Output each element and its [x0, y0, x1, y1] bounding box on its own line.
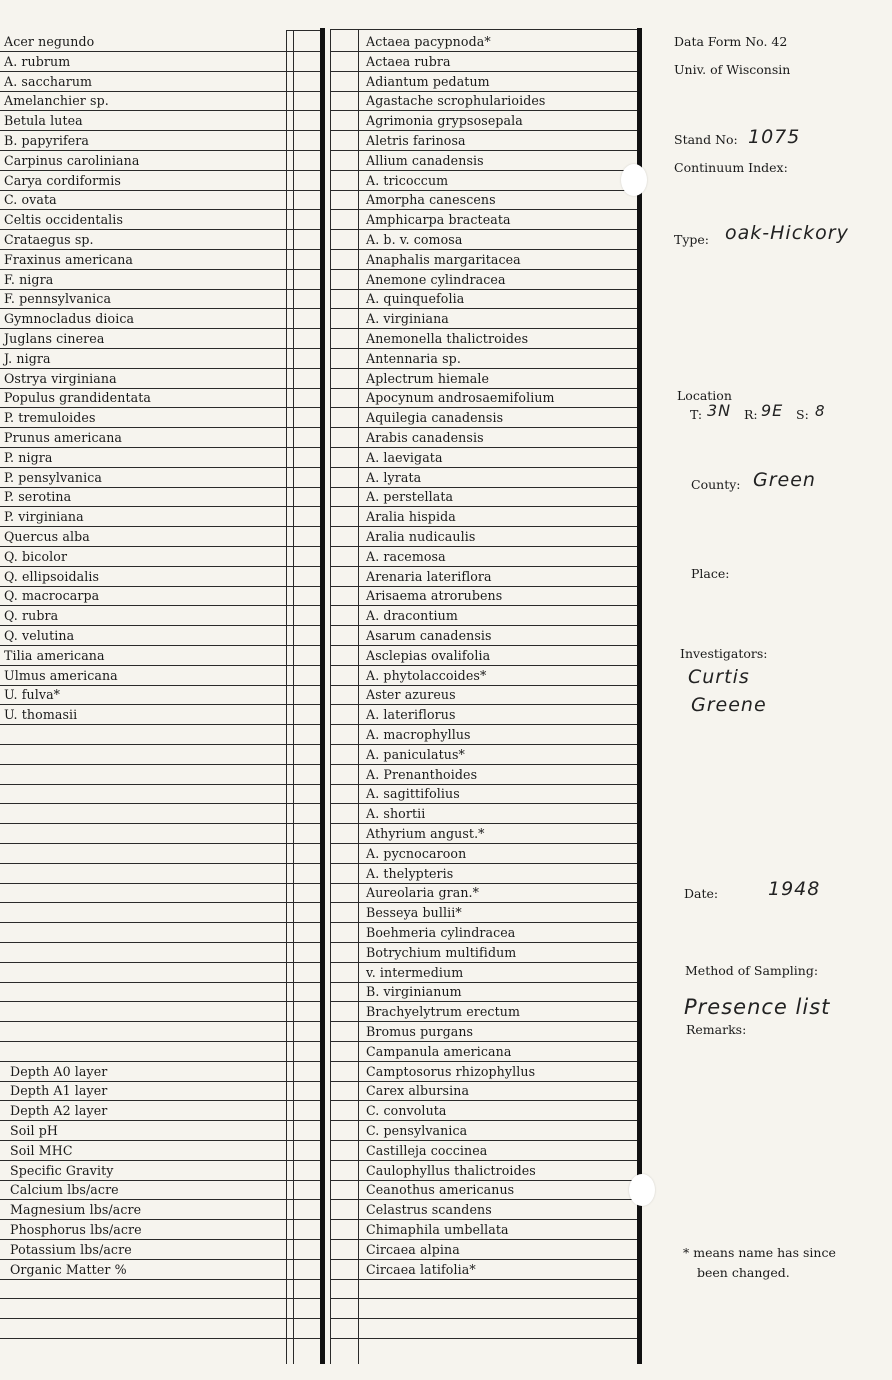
- footnote-line-1: * means name has since: [683, 1245, 836, 1260]
- right-row-line: [330, 506, 642, 507]
- right-row-line: [330, 586, 642, 587]
- right-row-line: [330, 407, 642, 408]
- left-top-border: [286, 30, 322, 31]
- right-row-line: [330, 51, 642, 52]
- right-species-label: Anemonella thalictroides: [366, 331, 529, 346]
- left-row-line: [0, 51, 322, 52]
- right-row-line: [330, 1219, 642, 1220]
- left-row-line: [0, 1338, 322, 1339]
- left-row-line: [0, 487, 322, 488]
- soil-property-label: Organic Matter %: [10, 1262, 127, 1277]
- left-row-line: [0, 784, 322, 785]
- right-species-label: Circaea latifolia*: [366, 1262, 476, 1277]
- left-row-line: [0, 764, 322, 765]
- right-row-line: [330, 546, 642, 547]
- left-row-line: [0, 506, 322, 507]
- remarks-label: Remarks:: [686, 1022, 747, 1037]
- right-row-line: [330, 447, 642, 448]
- right-species-label: A. perstellata: [366, 489, 454, 504]
- left-row-line: [0, 605, 322, 606]
- left-species-label: Amelanchier sp.: [4, 93, 109, 108]
- right-species-label: A. phytolaccoides*: [366, 668, 487, 683]
- right-species-label: Adiantum pedatum: [366, 74, 490, 89]
- left-col-divider-2: [293, 30, 294, 1364]
- left-row-line: [0, 1180, 322, 1181]
- right-row-line: [330, 685, 642, 686]
- left-row-line: [0, 1061, 322, 1062]
- soil-property-label: Phosphorus lbs/acre: [10, 1222, 142, 1237]
- right-row-line: [330, 289, 642, 290]
- right-row-line: [330, 1239, 642, 1240]
- right-row-line: [330, 704, 642, 705]
- township-value: 3N: [707, 401, 732, 420]
- range-label: R:: [744, 407, 758, 422]
- right-species-label: Asclepias ovalifolia: [366, 648, 491, 663]
- right-top-border: [330, 29, 642, 30]
- investigator-1: Curtis: [688, 666, 750, 688]
- left-row-line: [0, 170, 322, 171]
- left-row-line: [0, 289, 322, 290]
- left-species-label: U. fulva*: [4, 687, 61, 702]
- right-species-label: Ceanothus americanus: [366, 1182, 515, 1197]
- right-row-line: [330, 1140, 642, 1141]
- left-col-divider-1: [286, 30, 287, 1364]
- footnote-line-2: been changed.: [697, 1265, 790, 1280]
- left-species-label: F. nigra: [4, 272, 54, 287]
- right-thick-divider: [637, 28, 642, 1364]
- right-species-label: Aquilegia canadensis: [366, 410, 504, 425]
- left-row-line: [0, 1140, 322, 1141]
- right-species-label: Aralia nudicaulis: [366, 529, 476, 544]
- left-row-line: [0, 922, 322, 923]
- left-row-line: [0, 348, 322, 349]
- right-species-label: Amphicarpa bracteata: [366, 212, 511, 227]
- left-row-line: [0, 447, 322, 448]
- right-row-line: [330, 110, 642, 111]
- left-species-label: U. thomasii: [4, 707, 78, 722]
- left-row-line: [0, 427, 322, 428]
- right-row-line: [330, 784, 642, 785]
- left-species-label: Q. rubra: [4, 608, 59, 623]
- right-row-line: [330, 605, 642, 606]
- left-species-label: Q. ellipsoidalis: [4, 569, 100, 584]
- right-species-label: Agastache scrophularioides: [366, 93, 546, 108]
- left-row-line: [0, 982, 322, 983]
- right-species-label: Amorpha canescens: [366, 192, 496, 207]
- right-row-line: [330, 724, 642, 725]
- punch-hole-bottom: [629, 1174, 655, 1206]
- range-value: 9E: [761, 401, 784, 420]
- right-species-label: Anemone cylindracea: [366, 272, 506, 287]
- left-species-label: Gymnocladus dioica: [4, 311, 135, 326]
- left-species-label: Carya cordiformis: [4, 173, 121, 188]
- left-row-line: [0, 942, 322, 943]
- right-species-label: Circaea alpina: [366, 1242, 460, 1257]
- right-row-line: [330, 1298, 642, 1299]
- right-species-label: Caulophyllus thalictroides: [366, 1163, 536, 1178]
- left-species-label: Prunus americana: [4, 430, 123, 445]
- right-row-line: [330, 1041, 642, 1042]
- right-species-label: Aster azureus: [366, 687, 456, 702]
- left-row-line: [0, 962, 322, 963]
- right-species-label: A. thelypteris: [366, 866, 454, 881]
- left-row-line: [0, 883, 322, 884]
- right-species-label: v. intermedium: [366, 965, 464, 980]
- right-row-line: [330, 190, 642, 191]
- left-row-line: [0, 388, 322, 389]
- right-row-line: [330, 1160, 642, 1161]
- left-species-label: Ostrya virginiana: [4, 371, 117, 386]
- left-row-line: [0, 546, 322, 547]
- right-row-line: [330, 308, 642, 309]
- left-row-line: [0, 803, 322, 804]
- left-row-line: [0, 1259, 322, 1260]
- left-species-label: J. nigra: [4, 351, 51, 366]
- left-row-line: [0, 526, 322, 527]
- right-row-line: [330, 209, 642, 210]
- left-row-line: [0, 586, 322, 587]
- left-row-line: [0, 467, 322, 468]
- right-row-line: [330, 91, 642, 92]
- right-species-label: Actaea rubra: [366, 54, 451, 69]
- left-row-line: [0, 1298, 322, 1299]
- date-label: Date:: [684, 886, 719, 901]
- left-row-line: [0, 665, 322, 666]
- left-row-line: [0, 1160, 322, 1161]
- right-species-label: Chimaphila umbellata: [366, 1222, 509, 1237]
- right-species-label: A. lateriflorus: [366, 707, 456, 722]
- right-row-line: [330, 229, 642, 230]
- right-row-line: [330, 1120, 642, 1121]
- right-row-line: [330, 487, 642, 488]
- right-row-line: [330, 1279, 642, 1280]
- left-species-label: P. nigra: [4, 450, 53, 465]
- soil-property-label: Depth A0 layer: [10, 1064, 108, 1079]
- right-row-line: [330, 170, 642, 171]
- section-value: 8: [815, 402, 826, 420]
- county-label: County:: [691, 477, 741, 492]
- right-species-label: Castilleja coccinea: [366, 1143, 488, 1158]
- soil-property-label: Specific Gravity: [10, 1163, 114, 1178]
- right-species-label: A. b. v. comosa: [366, 232, 463, 247]
- left-row-line: [0, 1279, 322, 1280]
- right-row-line: [330, 467, 642, 468]
- right-row-line: [330, 71, 642, 72]
- left-species-label: P. tremuloides: [4, 410, 96, 425]
- left-row-line: [0, 1219, 322, 1220]
- continuum-index-label: Continuum Index:: [674, 160, 788, 175]
- left-species-label: Betula lutea: [4, 113, 83, 128]
- right-species-label: Besseya bullii*: [366, 905, 462, 920]
- right-row-line: [330, 427, 642, 428]
- left-thick-divider: [320, 28, 325, 1364]
- left-row-line: [0, 1199, 322, 1200]
- right-species-label: A. laevigata: [366, 450, 443, 465]
- left-row-line: [0, 823, 322, 824]
- left-species-label: Fraxinus americana: [4, 252, 134, 267]
- left-species-label: Juglans cinerea: [4, 331, 105, 346]
- left-species-label: P. pensylvanica: [4, 470, 102, 485]
- right-row-line: [330, 1081, 642, 1082]
- right-row-line: [330, 566, 642, 567]
- right-species-label: Antennaria sp.: [366, 351, 461, 366]
- right-species-label: A. Prenanthoides: [366, 767, 478, 782]
- right-species-label: Bromus purgans: [366, 1024, 474, 1039]
- right-row-line: [330, 922, 642, 923]
- left-row-line: [0, 1120, 322, 1121]
- left-row-line: [0, 150, 322, 151]
- left-row-line: [0, 1100, 322, 1101]
- right-species-label: A. lyrata: [366, 470, 422, 485]
- right-species-label: C. convoluta: [366, 1103, 447, 1118]
- right-species-label: Carex albursina: [366, 1083, 470, 1098]
- right-species-label: Arabis canadensis: [366, 430, 484, 445]
- right-row-line: [330, 526, 642, 527]
- left-species-label: A. saccharum: [4, 74, 93, 89]
- left-row-line: [0, 209, 322, 210]
- date-value: 1948: [768, 878, 821, 900]
- right-row-line: [330, 1001, 642, 1002]
- left-species-label: Celtis occidentalis: [4, 212, 124, 227]
- right-species-label: Apocynum androsaemifolium: [366, 390, 555, 405]
- soil-property-label: Soil pH: [10, 1123, 59, 1138]
- left-row-line: [0, 902, 322, 903]
- left-row-line: [0, 863, 322, 864]
- right-species-label: Aletris farinosa: [366, 133, 466, 148]
- left-row-line: [0, 130, 322, 131]
- left-species-label: Quercus alba: [4, 529, 90, 544]
- place-label: Place:: [691, 566, 730, 581]
- right-row-line: [330, 130, 642, 131]
- left-row-line: [0, 91, 322, 92]
- right-row-line: [330, 1199, 642, 1200]
- township-label: T:: [690, 407, 703, 422]
- right-row-line: [330, 368, 642, 369]
- left-species-label: Q. velutina: [4, 628, 75, 643]
- right-species-label: Botrychium multifidum: [366, 945, 517, 960]
- right-row-line: [330, 764, 642, 765]
- university: Univ. of Wisconsin: [674, 62, 791, 77]
- stand-no-value: 1075: [748, 126, 801, 148]
- left-row-line: [0, 1318, 322, 1319]
- soil-property-label: Soil MHC: [10, 1143, 73, 1158]
- right-species-label: Aureolaria gran.*: [366, 885, 480, 900]
- left-row-line: [0, 368, 322, 369]
- right-species-label: Brachyelytrum erectum: [366, 1004, 520, 1019]
- right-row-line: [330, 645, 642, 646]
- right-row-line: [330, 1021, 642, 1022]
- left-row-line: [0, 1081, 322, 1082]
- right-row-line: [330, 625, 642, 626]
- left-species-label: Ulmus americana: [4, 668, 118, 683]
- right-species-label: A. macrophyllus: [366, 727, 471, 742]
- left-row-line: [0, 724, 322, 725]
- right-species-label: Athyrium angust.*: [366, 826, 485, 841]
- right-row-line: [330, 843, 642, 844]
- soil-property-label: Depth A2 layer: [10, 1103, 108, 1118]
- right-species-label: A. pycnocaroon: [366, 846, 467, 861]
- type-value: oak-Hickory: [725, 222, 849, 244]
- right-species-label: Boehmeria cylindracea: [366, 925, 516, 940]
- form-number: Data Form No. 42: [674, 34, 788, 49]
- right-species-label: A. racemosa: [366, 549, 446, 564]
- left-species-label: A. rubrum: [4, 54, 71, 69]
- left-species-label: Populus grandidentata: [4, 390, 151, 405]
- investigator-2: Greene: [691, 694, 767, 716]
- left-row-line: [0, 1239, 322, 1240]
- right-species-label: Allium canadensis: [366, 153, 484, 168]
- soil-property-label: Depth A1 layer: [10, 1083, 108, 1098]
- right-species-label: A. tricoccum: [366, 173, 449, 188]
- right-row-line: [330, 249, 642, 250]
- right-species-label: Aralia hispida: [366, 509, 456, 524]
- left-species-label: Acer negundo: [4, 34, 95, 49]
- soil-property-label: Potassium lbs/acre: [10, 1242, 132, 1257]
- right-row-line: [330, 348, 642, 349]
- right-row-line: [330, 665, 642, 666]
- left-row-line: [0, 704, 322, 705]
- left-species-label: B. papyrifera: [4, 133, 89, 148]
- left-row-line: [0, 1041, 322, 1042]
- right-row-line: [330, 962, 642, 963]
- left-row-line: [0, 269, 322, 270]
- punch-hole-top: [621, 164, 647, 196]
- soil-property-label: Calcium lbs/acre: [10, 1182, 119, 1197]
- right-row-line: [330, 883, 642, 884]
- left-row-line: [0, 308, 322, 309]
- left-row-line: [0, 249, 322, 250]
- right-species-label: B. virginianum: [366, 984, 462, 999]
- right-species-label: Anaphalis margaritacea: [366, 252, 521, 267]
- left-row-line: [0, 685, 322, 686]
- left-row-line: [0, 744, 322, 745]
- left-row-line: [0, 110, 322, 111]
- right-species-label: Arisaema atrorubens: [366, 588, 503, 603]
- type-label: Type:: [674, 232, 710, 247]
- right-row-line: [330, 942, 642, 943]
- right-row-line: [330, 1061, 642, 1062]
- left-row-line: [0, 190, 322, 191]
- left-species-label: Crataegus sp.: [4, 232, 94, 247]
- right-row-line: [330, 1318, 642, 1319]
- right-species-label: A. virginiana: [366, 311, 449, 326]
- left-species-label: F. pennsylvanica: [4, 291, 112, 306]
- left-row-line: [0, 407, 322, 408]
- right-row-line: [330, 902, 642, 903]
- right-species-label: A. paniculatus*: [366, 747, 465, 762]
- right-species-label: Asarum canadensis: [366, 628, 492, 643]
- right-row-line: [330, 150, 642, 151]
- left-species-label: P. virginiana: [4, 509, 84, 524]
- soil-property-label: Magnesium lbs/acre: [10, 1202, 142, 1217]
- right-species-label: Actaea pacypnoda*: [366, 34, 491, 49]
- right-row-line: [330, 1338, 642, 1339]
- left-row-line: [0, 566, 322, 567]
- right-species-label: A. quinquefolia: [366, 291, 465, 306]
- right-row-line: [330, 1259, 642, 1260]
- right-col-label-edge: [358, 30, 359, 1364]
- right-row-line: [330, 1100, 642, 1101]
- section-label: S:: [796, 407, 809, 422]
- method-label: Method of Sampling:: [685, 963, 819, 978]
- right-species-label: Agrimonia grypsosepala: [366, 113, 523, 128]
- right-species-label: Aplectrum hiemale: [366, 371, 490, 386]
- right-col-left-edge: [330, 30, 331, 1364]
- right-row-line: [330, 982, 642, 983]
- right-species-label: Arenaria lateriflora: [366, 569, 492, 584]
- left-row-line: [0, 645, 322, 646]
- left-species-label: P. serotina: [4, 489, 72, 504]
- right-row-line: [330, 823, 642, 824]
- right-row-line: [330, 328, 642, 329]
- left-row-line: [0, 71, 322, 72]
- left-row-line: [0, 1001, 322, 1002]
- right-species-label: Campanula americana: [366, 1044, 512, 1059]
- left-species-label: Q. bicolor: [4, 549, 68, 564]
- left-species-label: Carpinus caroliniana: [4, 153, 140, 168]
- right-species-label: Camptosorus rhizophyllus: [366, 1064, 536, 1079]
- left-species-label: C. ovata: [4, 192, 57, 207]
- right-species-label: A. sagittifolius: [366, 786, 460, 801]
- stand-no-label: Stand No:: [674, 132, 738, 147]
- left-row-line: [0, 328, 322, 329]
- right-row-line: [330, 1180, 642, 1181]
- right-row-line: [330, 388, 642, 389]
- left-row-line: [0, 1021, 322, 1022]
- right-row-line: [330, 863, 642, 864]
- left-row-line: [0, 229, 322, 230]
- left-row-line: [0, 625, 322, 626]
- method-value: Presence list: [684, 995, 831, 1019]
- right-species-label: Celastrus scandens: [366, 1202, 492, 1217]
- left-species-label: Q. macrocarpa: [4, 588, 100, 603]
- right-species-label: A. shortii: [366, 806, 426, 821]
- investigators-label: Investigators:: [680, 646, 768, 661]
- right-row-line: [330, 803, 642, 804]
- right-row-line: [330, 744, 642, 745]
- right-species-label: C. pensylvanica: [366, 1123, 468, 1138]
- right-species-label: A. dracontium: [366, 608, 458, 623]
- right-row-line: [330, 269, 642, 270]
- county-value: Green: [753, 469, 816, 491]
- location-label: Location: [677, 388, 732, 403]
- left-species-label: Tilia americana: [4, 648, 105, 663]
- left-row-line: [0, 843, 322, 844]
